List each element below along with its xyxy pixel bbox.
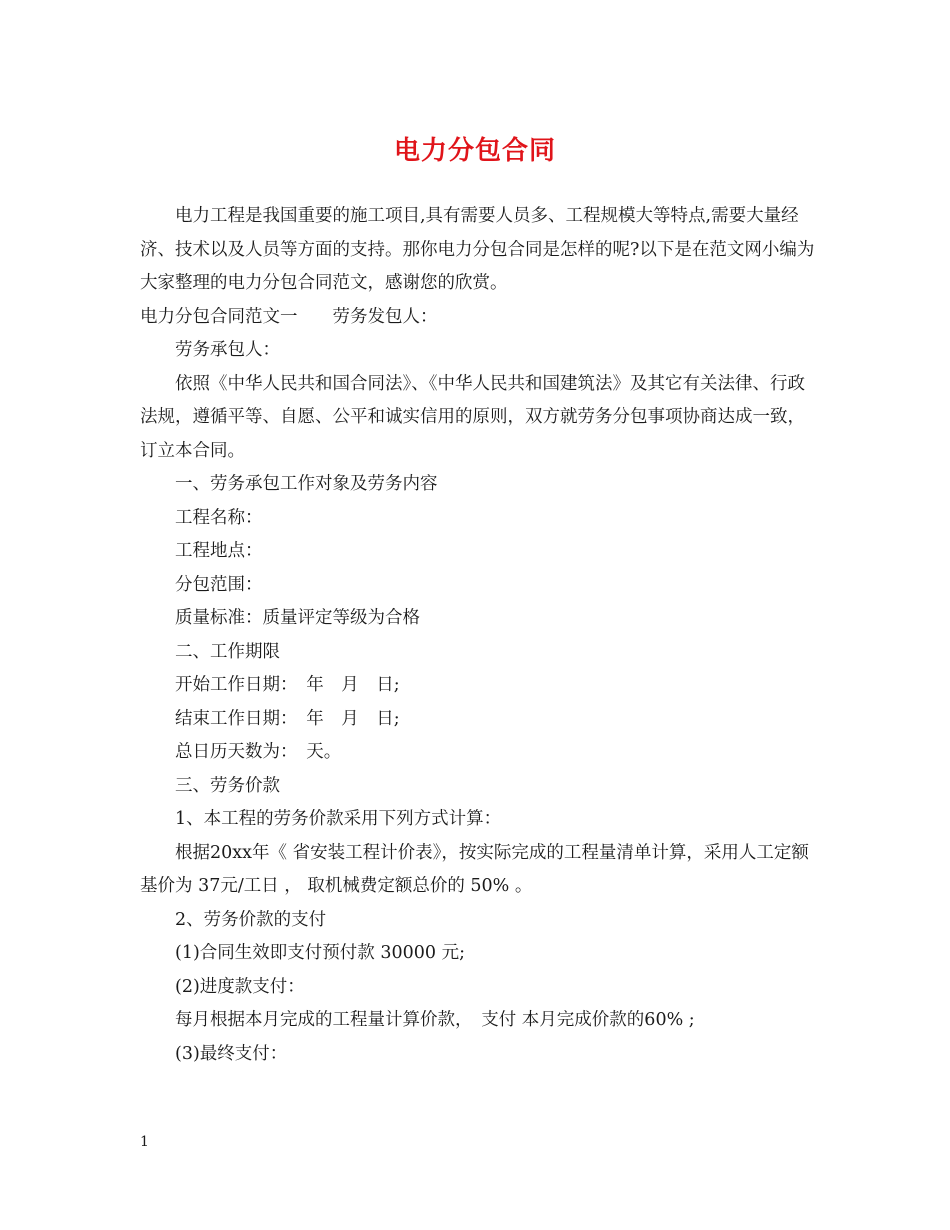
field-project-name: 工程名称：	[175, 507, 263, 528]
field-quality-standard: 质量标准：质量评定等级为合格	[175, 608, 420, 628]
section-heading-period: 二、工作期限	[175, 641, 280, 662]
page-number: 1	[140, 1134, 149, 1150]
paragraph-contractor: 劳务承包人：	[175, 340, 280, 360]
clause-advance-payment: (1)合同生效即支付预付款 30000 元;	[175, 943, 465, 963]
field-total-days: 总日历天数为： 天。	[175, 742, 342, 762]
paragraph-legal-basis: 依照《中华人民共和国合同法》、《中华人民共和国建筑法》及其它有关法律、行政法规，遵循平等、自愿、公平和诚实信用的原则，双方就劳务分包事项协商达成一致，订立本合同。	[140, 373, 805, 461]
field-start-date: 开始工作日期： 年 月 日;	[175, 675, 400, 695]
section-heading-price: 三、劳务价款	[175, 775, 280, 796]
clause-price-basis: 根据20xx年《 省安装工程计价表》，按实际完成的工程量清单计算，采用人工定额基价为 37元/工日 ， 取机械费定额总价的 50% 。	[140, 842, 809, 896]
field-end-date: 结束工作日期： 年 月 日;	[175, 708, 400, 729]
paragraph-intro: 电力工程是我国重要的施工项目,具有需要人员多、工程规模大等特点,需要大量经济、技术以及人员等方面的支持。那你电力分包合同是怎样的呢?以下是在范文网小编为大家整理的电力分包合同范文，感谢您的欣赏。	[140, 206, 815, 293]
document-title: 电力分包合同	[393, 136, 556, 166]
clause-monthly-payment: 每月根据本月完成的工程量计算价款， 支付 本月完成价款的60% ;	[175, 1010, 695, 1030]
field-project-location: 工程地点：	[175, 541, 263, 561]
clause-payment-heading: 2、劳务价款的支付	[175, 909, 327, 930]
document-body	[140, 200, 815, 1071]
clause-progress-payment: (2)进度款支付：	[175, 976, 305, 997]
clause-price-method: 1、本工程的劳务价款采用下列方式计算：	[175, 809, 502, 829]
field-subcontract-scope: 分包范围：	[175, 574, 263, 595]
section-heading-scope: 一、劳务承包工作对象及劳务内容	[175, 474, 438, 494]
clause-final-payment: (3)最终支付：	[175, 1043, 288, 1064]
paragraph-sample-one-header: 电力分包合同范文一 劳务发包人：	[140, 306, 438, 327]
